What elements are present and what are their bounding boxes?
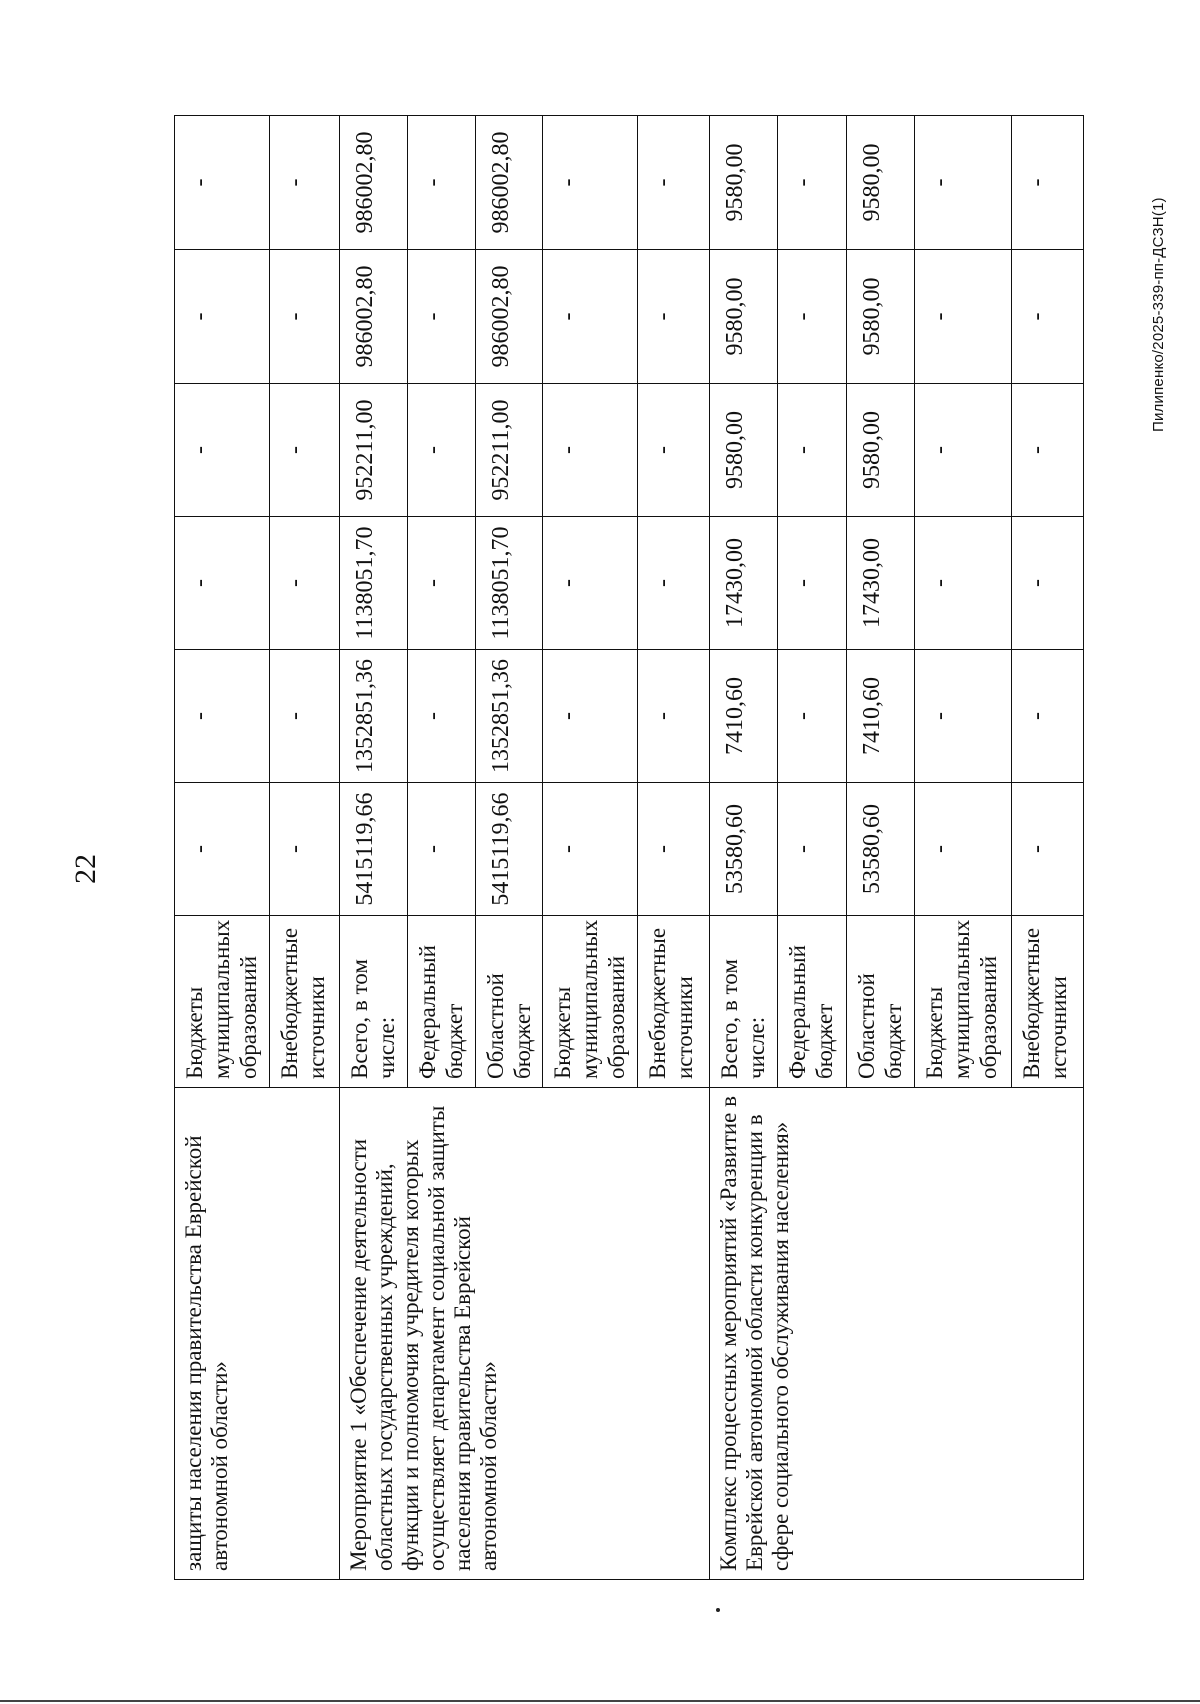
scan-speck bbox=[716, 1608, 720, 1612]
value-cell: - bbox=[269, 116, 339, 250]
value-cell: 952211,00 bbox=[475, 384, 542, 517]
funding-source: Областной бюджет bbox=[847, 916, 914, 1088]
value-cell-total: 5415119,66 bbox=[475, 783, 542, 916]
value-cell: - bbox=[637, 650, 709, 783]
value-cell: - bbox=[1012, 116, 1084, 250]
value-cell: - bbox=[269, 250, 339, 384]
value-cell: 7410,60 bbox=[847, 650, 914, 783]
value-cell: - bbox=[175, 250, 270, 384]
value-cell: - bbox=[543, 517, 638, 650]
value-cell: - bbox=[175, 384, 270, 517]
table-row bbox=[175, 116, 270, 1580]
funding-source: Всего, в том числе: bbox=[340, 916, 407, 1088]
value-cell: - bbox=[914, 650, 1012, 783]
value-cell: - bbox=[637, 384, 709, 517]
value-cell: 17430,00 bbox=[710, 517, 777, 650]
value-cell: - bbox=[269, 650, 339, 783]
document-code: Пилипенко/2025-339-пп-ДСЗН(1) bbox=[1150, 197, 1167, 432]
value-cell: - bbox=[269, 517, 339, 650]
value-cell: 986002,80 bbox=[475, 250, 542, 384]
activity-description: Мероприятие 1 «Обеспечение деятельности областных государственных учреждений, функции и полномочия учредителя которых осуществляет департамент социальной защиты населения правительства Еврейской автономной области» bbox=[340, 1088, 710, 1580]
value-cell: - bbox=[914, 116, 1012, 250]
page-edge bbox=[0, 1700, 1200, 1702]
activity-description: Комплекс процессных мероприятий «Развитие в Еврейской автономной области конкуренции в сфере социального обслуживания населения» bbox=[710, 1088, 1084, 1580]
value-cell: - bbox=[777, 650, 846, 783]
value-cell: 9580,00 bbox=[847, 116, 914, 250]
funding-source: Внебюджетные источники bbox=[637, 916, 709, 1088]
funding-source: Внебюджетные источники bbox=[1012, 916, 1084, 1088]
value-cell: 1138051,70 bbox=[475, 517, 542, 650]
funding-source: Бюджеты муниципальных образований bbox=[543, 916, 638, 1088]
value-cell: 1352851,36 bbox=[340, 650, 407, 783]
value-cell-total: - bbox=[543, 783, 638, 916]
value-cell: 9580,00 bbox=[847, 250, 914, 384]
value-cell: 9580,00 bbox=[710, 250, 777, 384]
value-cell: 9580,00 bbox=[710, 116, 777, 250]
value-cell: 7410,60 bbox=[710, 650, 777, 783]
value-cell: 17430,00 bbox=[847, 517, 914, 650]
value-cell: - bbox=[1012, 517, 1084, 650]
value-cell: - bbox=[269, 384, 339, 517]
value-cell: - bbox=[543, 650, 638, 783]
table-row bbox=[340, 116, 407, 1580]
value-cell: - bbox=[175, 517, 270, 650]
budget-table bbox=[174, 115, 1084, 1580]
value-cell: 986002,80 bbox=[475, 116, 542, 250]
value-cell: 9580,00 bbox=[710, 384, 777, 517]
value-cell: - bbox=[543, 384, 638, 517]
value-cell-total: - bbox=[914, 783, 1012, 916]
funding-source: Внебюджетные источники bbox=[269, 916, 339, 1088]
value-cell: - bbox=[407, 116, 475, 250]
value-cell-total: - bbox=[1012, 783, 1084, 916]
value-cell: 952211,00 bbox=[340, 384, 407, 517]
page-number: 22 bbox=[69, 854, 102, 884]
value-cell: - bbox=[1012, 384, 1084, 517]
value-cell: - bbox=[914, 384, 1012, 517]
value-cell: 9580,00 bbox=[847, 384, 914, 517]
value-cell: 1138051,70 bbox=[340, 517, 407, 650]
value-cell-total: - bbox=[175, 783, 270, 916]
table-rotated-wrapper bbox=[174, 116, 1084, 1580]
funding-source: Бюджеты муниципальных образований bbox=[914, 916, 1012, 1088]
value-cell-total: - bbox=[777, 783, 846, 916]
funding-source: Федеральный бюджет bbox=[407, 916, 475, 1088]
value-cell-total: 53580,60 bbox=[847, 783, 914, 916]
value-cell: - bbox=[777, 517, 846, 650]
value-cell-total: 53580,60 bbox=[710, 783, 777, 916]
value-cell: - bbox=[1012, 250, 1084, 384]
value-cell: - bbox=[914, 517, 1012, 650]
value-cell: - bbox=[1012, 650, 1084, 783]
value-cell: - bbox=[637, 517, 709, 650]
value-cell: - bbox=[637, 116, 709, 250]
table-row bbox=[710, 116, 777, 1580]
value-cell: 986002,80 bbox=[340, 250, 407, 384]
value-cell: - bbox=[175, 650, 270, 783]
value-cell: - bbox=[407, 384, 475, 517]
value-cell: - bbox=[175, 116, 270, 250]
value-cell-total: 5415119,66 bbox=[340, 783, 407, 916]
value-cell: 1352851,36 bbox=[475, 650, 542, 783]
funding-source: Всего, в том числе: bbox=[710, 916, 777, 1088]
funding-source: Федеральный бюджет bbox=[777, 916, 846, 1088]
value-cell: 986002,80 bbox=[340, 116, 407, 250]
value-cell: - bbox=[777, 250, 846, 384]
value-cell: - bbox=[543, 250, 638, 384]
value-cell-total: - bbox=[637, 783, 709, 916]
activity-description: защиты населения правительства Еврейской автономной области» bbox=[175, 1088, 340, 1580]
value-cell: - bbox=[777, 116, 846, 250]
value-cell-total: - bbox=[407, 783, 475, 916]
value-cell: - bbox=[543, 116, 638, 250]
value-cell: - bbox=[407, 250, 475, 384]
value-cell-total: - bbox=[269, 783, 339, 916]
value-cell: - bbox=[637, 250, 709, 384]
value-cell: - bbox=[407, 517, 475, 650]
funding-source: Бюджеты муниципальных образований bbox=[175, 916, 270, 1088]
value-cell: - bbox=[777, 384, 846, 517]
funding-source: Областной бюджет bbox=[475, 916, 542, 1088]
value-cell: - bbox=[914, 250, 1012, 384]
value-cell: - bbox=[407, 650, 475, 783]
